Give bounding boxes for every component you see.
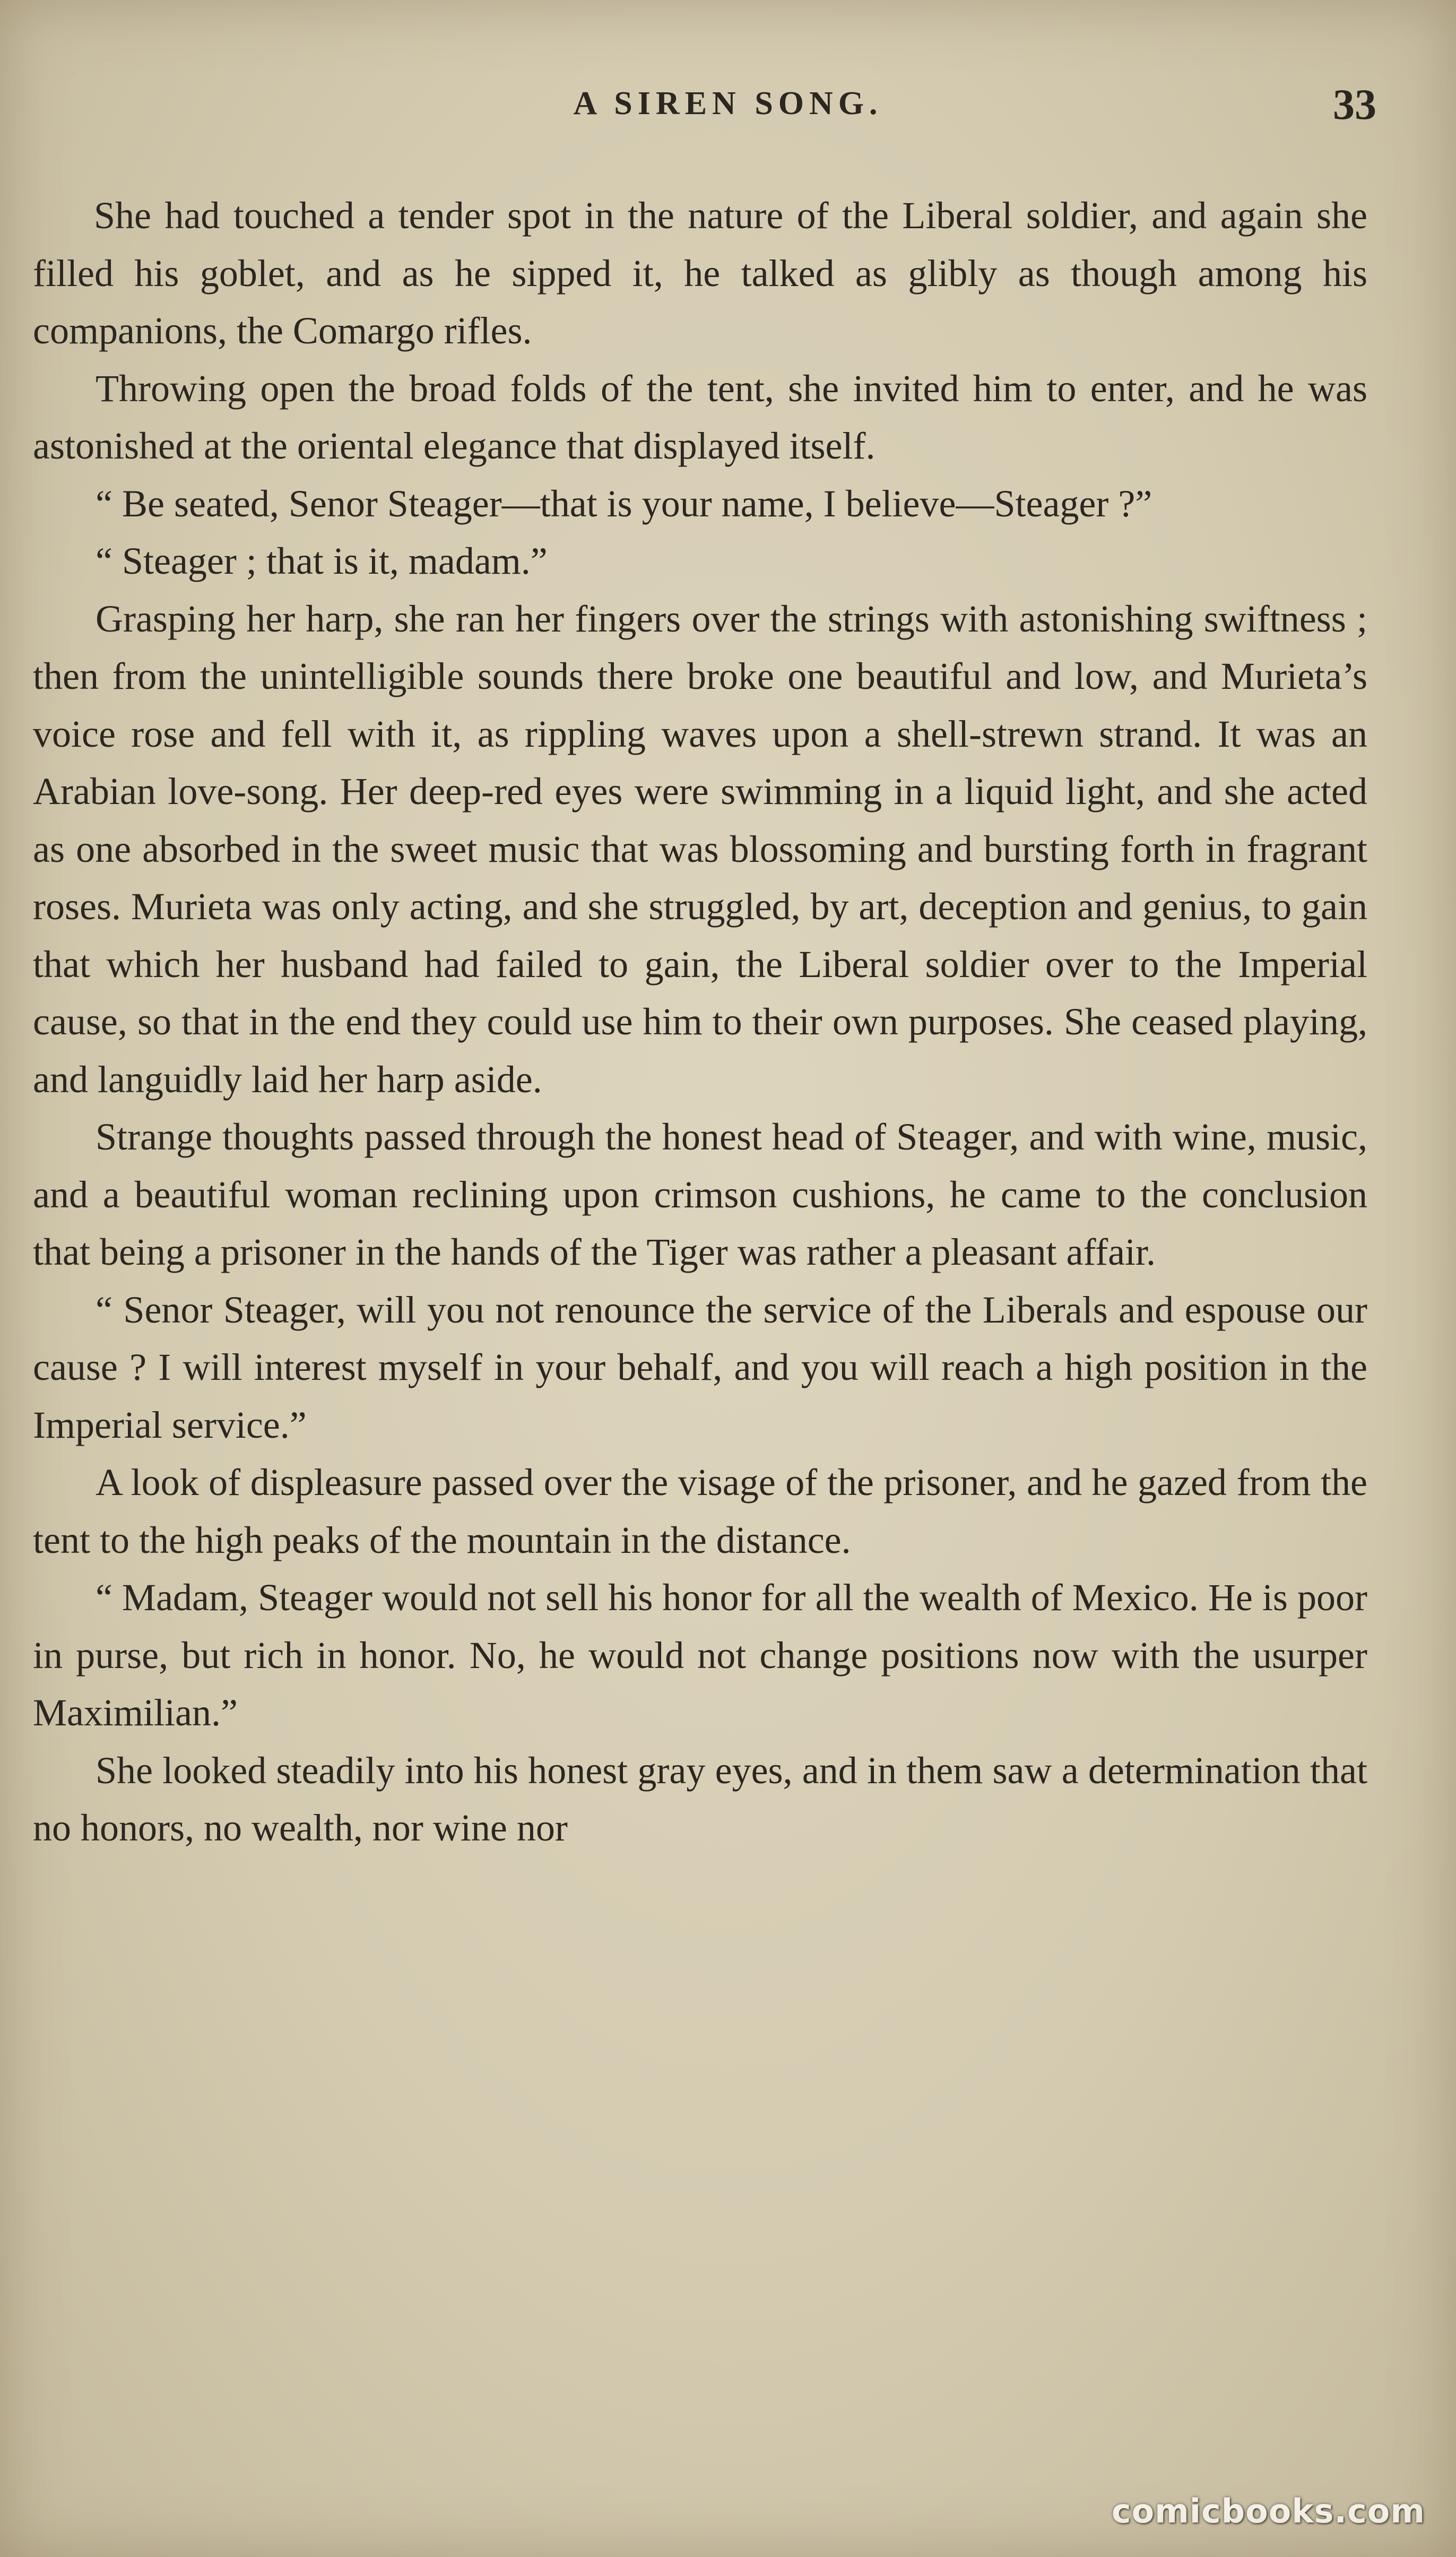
paragraph: She looked steadily into his honest gray eyes, and in them saw a determination that no honors, no wealth, nor wine nor: [33, 1749, 1367, 1849]
paragraph: A look of displeasure passed over the visage of the prisoner, and he gazed from the tent to the high peaks of the mountain in the distance.: [33, 1461, 1367, 1561]
paragraph: Grasping her harp, she ran her fingers over the strings with astonishing swiftness ; then from the unintelligible sounds there broke one beautiful and low, and Murieta’s voice rose and fell with it, as rippling waves upon a shell-strewn strand. It was an Arabian love-song. Her deep-red eyes were swimming in a liquid light, and she acted as one absorbed in the sweet music that was blossoming and bursting forth in fragrant roses. Murieta was only acting, and she struggled, by art, deception and genius, to gain that which her husband had failed to gain, the Liberal soldier over to the Imperial cause, so that in the end they could use him to their own purposes. She ceased playing, and languidly laid her harp aside.: [33, 597, 1367, 1101]
watermark: comicbooks.com: [1111, 2492, 1425, 2530]
paragraph: “ Steager ; that is it, madam.”: [96, 540, 548, 582]
running-head: [0, 80, 1456, 127]
paragraph: “ Senor Steager, will you not renounce the service of the Liberals and espouse our cause ? I will interest myself in your behalf, and you will reach a high position in the Imperial service.”: [33, 1288, 1367, 1446]
running-title: A SIREN SONG.: [573, 85, 883, 122]
page-number: 33: [1333, 80, 1376, 128]
paragraph: Strange thoughts passed through the honest head of Steager, and with wine, music, and a beautiful woman reclining upon crimson cushions, he came to the conclusion that being a prisoner in the hands of the Tiger was rather a pleasant affair.: [33, 1116, 1367, 1273]
paragraph: “ Be seated, Senor Steager—that is your name, I believe—Steager ?”: [96, 482, 1152, 525]
body-text: [33, 187, 1367, 1857]
paragraph: Throwing open the broad folds of the tent, she invited him to enter, and he was astonished at the oriental elegance that displayed itself.: [33, 367, 1367, 467]
paragraph: She had touched a tender spot in the nature of the Liberal soldier, and again she filled his goblet, and as he sipped it, he talked as glibly as though among his companions, the Comargo rifles.: [33, 194, 1367, 352]
paragraph: “ Madam, Steager would not sell his honor for all the wealth of Mexico. He is poor in purse, but rich in honor. No, he would not change positions now with the usurper Maximilian.”: [33, 1576, 1367, 1734]
